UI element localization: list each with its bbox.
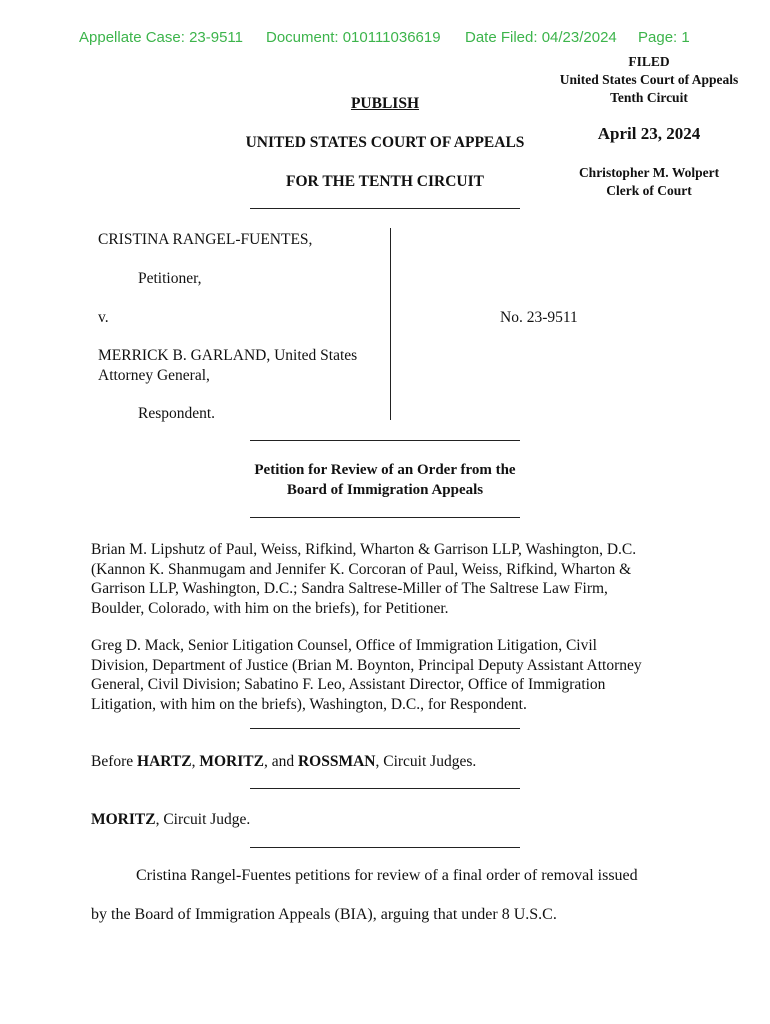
counsel-line: Litigation, with him on the briefs), Washington, D.C., for Respondent.: [91, 695, 527, 713]
publish-heading: PUBLISH: [350, 95, 420, 112]
counsel-line: Division, Department of Justice (Brian M. Boynton, Principal Deputy Assistant Attorney: [91, 656, 642, 674]
versus: v.: [98, 309, 109, 326]
divider: [250, 847, 520, 848]
header-page: Page: 1: [638, 29, 690, 46]
counsel-line: Garrison LLP, Washington, D.C.; Sandra Saltrese-Miller of The Saltrese Law Firm,: [91, 580, 608, 597]
petition-line1: Petition for Review of an Order from the: [254, 462, 516, 478]
respondent-name-line1: MERRICK B. GARLAND, United States: [98, 347, 358, 364]
petitioner-name: CRISTINA RANGEL-FUENTES,: [98, 231, 313, 248]
petitioner-role: Petitioner,: [138, 270, 202, 287]
filed-date: April 23, 2024: [597, 124, 701, 143]
judge-name: ROSSMAN: [297, 753, 376, 770]
panel-before: Before: [91, 753, 138, 770]
divider: [250, 440, 520, 441]
judge-name: HARTZ: [137, 753, 192, 770]
filed-circuit: Tenth Circuit: [610, 90, 688, 105]
author-title: , Circuit Judge.: [155, 811, 251, 828]
filed-court: United States Court of Appeals: [559, 72, 739, 87]
respondent-counsel: [91, 636, 691, 714]
opinion-line1: Cristina Rangel-Fuentes petitions for review of a final order of removal issued: [136, 867, 638, 884]
clerk-title: Clerk of Court: [606, 183, 692, 198]
counsel-line: Brian M. Lipshutz of Paul, Weiss, Rifkind, Wharton & Garrison LLP, Washington, D.C.: [91, 541, 637, 558]
divider: [250, 517, 520, 518]
counsel-line: Greg D. Mack, Senior Litigation Counsel, Office of Immigration Litigation, Civil: [91, 637, 597, 654]
author-line: [91, 810, 691, 830]
divider: [250, 208, 520, 209]
counsel-line: General, Civil Division; Sabatino F. Leo, Assistant Director, Office of Immigration: [91, 676, 606, 693]
clerk-name: Christopher M. Wolpert: [578, 165, 720, 180]
header-case: Appellate Case: 23-9511: [79, 29, 244, 46]
opinion-line2: by the Board of Immigration Appeals (BIA), arguing that under 8 U.S.C.: [91, 906, 557, 923]
petition-line2: Board of Immigration Appeals: [286, 482, 484, 498]
divider: [250, 788, 520, 789]
respondent-role: Respondent.: [138, 405, 216, 422]
judge-name: MORITZ: [199, 753, 264, 770]
panel-suffix: , Circuit Judges.: [375, 753, 477, 770]
circuit-title: FOR THE TENTH CIRCUIT: [286, 173, 484, 190]
case-number: No. 23-9511: [500, 309, 578, 326]
counsel-line: Boulder, Colorado, with him on the briefs), for Petitioner.: [91, 599, 449, 617]
petitioner-counsel: [91, 540, 691, 618]
header-date-filed: Date Filed: 04/23/2024: [465, 29, 617, 46]
counsel-line: (Kannon K. Shanmugam and Jennifer K. Corcoran of Paul, Weiss, Rifkind, Wharton &: [91, 560, 632, 578]
panel-sep: ,: [191, 753, 200, 770]
filed-label: FILED: [628, 54, 670, 69]
divider: [250, 728, 520, 729]
header-document: Document: 010111036619: [266, 29, 441, 46]
author-name: MORITZ: [91, 811, 156, 828]
court-title: UNITED STATES COURT OF APPEALS: [245, 134, 525, 151]
panel-line: [91, 752, 691, 772]
caption-divider: [390, 228, 391, 420]
panel-sep: , and: [263, 753, 298, 770]
respondent-name-line2: Attorney General,: [98, 367, 210, 384]
